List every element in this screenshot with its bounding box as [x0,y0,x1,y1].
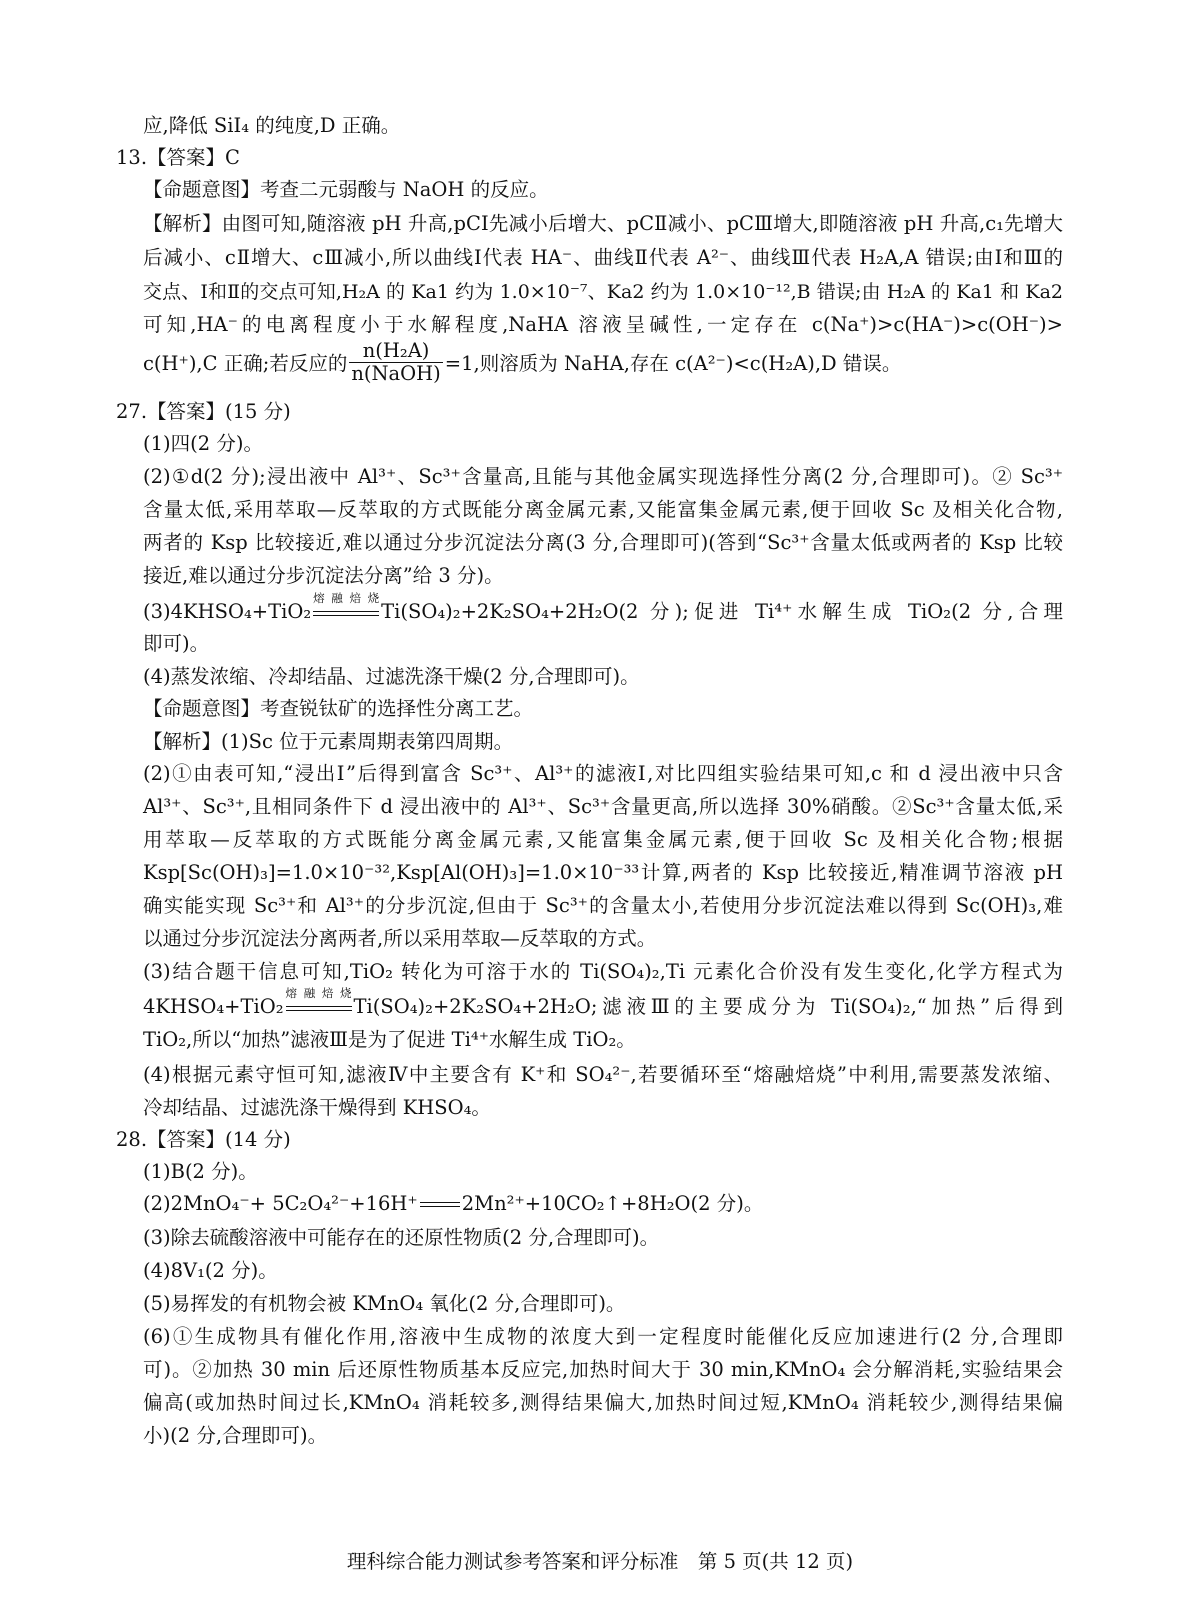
text-line: 两者的 Ksp 比较接近,难以通过分步沉淀法分离(3 分,合理即可)(答到“Sc³⁺含量太低或两者的 Ksp 比较 [143,531,1063,554]
text-line: 可知,HA⁻的电离程度小于水解程度,NaHA 溶液呈碱性,一定存在 c(Na⁺)>c(HA⁻)>c(OH⁻)> [143,313,1063,336]
condition-text: 熔融焙烧 [285,985,352,1000]
text-line: Al³⁺、Sc³⁺,且相同条件下 d 浸出液中的 Al³⁺、Sc³⁺含量更高,所以选择 30%硝酸。②Sc³⁺含量太低,采 [143,795,1063,818]
text-segment: c(H⁺),C 正确;若反应的 [143,352,348,375]
text-line: 即可)。 [143,632,210,655]
text-line: 【命题意图】考查锐钛矿的选择性分离工艺。 [143,697,534,720]
text-line: (2)①由表可知,“浸出Ⅰ”后得到富含 Sc³⁺、Al³⁺的滤液Ⅰ,对比四组实验结果可知,c 和 d 浸出液中只含 [143,762,1063,785]
reaction-condition [313,590,380,621]
text-line: 可)。②加热 30 min 后还原性物质基本反应完,加热时间大于 30 min,KMnO₄ 会分解消耗,实验结果会 [143,1358,1063,1381]
text-line: TiO₂,所以“加热”滤液Ⅲ是为了促进 Ti⁴⁺水解生成 TiO₂。 [143,1028,636,1051]
text-line: 小)(2 分,合理即可)。 [143,1424,328,1447]
text-segment: Ti(SO₄)₂+2K₂SO₄+2H₂O;滤液Ⅲ的主要成分为 Ti(SO₄)₂,“加热”后得到 [353,995,1063,1018]
reaction-condition [285,985,352,1016]
fraction [349,340,442,385]
text-line: 接近,难以通过分步沉淀法分离”给 3 分)。 [143,564,504,587]
text-line: (1)B(2 分)。 [143,1160,258,1183]
text-line: 后减小、cⅡ增大、cⅢ减小,所以曲线Ⅰ代表 HA⁻、曲线Ⅱ代表 A²⁻、曲线Ⅲ代表 H₂A,A 错误;由Ⅰ和Ⅲ的 [143,246,1063,269]
equation-line [143,985,1063,1021]
text-line: (1)四(2 分)。 [143,432,263,455]
text-line: Ksp[Sc(OH)₃]=1.0×10⁻³²,Ksp[Al(OH)₃]=1.0×10⁻³³计算,两者的 Ksp 比较接近,精准调节溶液 pH [143,861,1063,884]
answer-27-heading: 27.【答案】(15 分) [116,400,291,423]
text-segment: =1,则溶质为 NaHA,存在 c(A²⁻)<c(H₂A),D 错误。 [444,352,902,375]
text-line: 交点、Ⅰ和Ⅱ的交点可知,H₂A 的 Ka1 约为 1.0×10⁻⁷、Ka2 约为 1.0×10⁻¹²,B 错误;由 H₂A 的 Ka1 和 Ka2 [143,281,1063,303]
answer-13-heading: 13.【答案】C [116,146,240,169]
text-line: (4)蒸发浓缩、冷却结晶、过滤洗涤干燥(2 分,合理即可)。 [143,665,640,688]
text-line: (6)①生成物具有催化作用,溶液中生成物的浓度大到一定程度时能催化反应加速进行(2 分,合理即 [143,1325,1063,1348]
fraction-line [143,339,902,387]
text-line: 应,降低 SiI₄ 的纯度,D 正确。 [143,114,401,137]
text-line: (4)8V₁(2 分)。 [143,1259,278,1282]
condition-text: 熔融焙烧 [313,590,380,605]
answer-28-heading: 28.【答案】(14 分) [116,1128,291,1151]
text-line: 含量太低,采用萃取—反萃取的方式既能分离金属元素,又能富集金属元素,便于回收 Sc 及相关化合物, [143,498,1063,521]
text-segment: Ti(SO₄)₂+2K₂SO₄+2H₂O(2 分);促进 Ti⁴⁺水解生成 TiO₂(2 分,合理 [381,600,1063,623]
text-segment: (2)2MnO₄⁻+ 5C₂O₄²⁻+16H⁺ [143,1192,418,1215]
text-line: 确实能实现 Sc³⁺和 Al³⁺的分步沉淀,但由于 Sc³⁺的含量太小,若使用分步沉淀法难以得到 Sc(OH)₃,难 [143,894,1063,917]
equals-sign [420,1199,460,1211]
text-line: (5)易挥发的有机物会被 KMnO₄ 氧化(2 分,合理即可)。 [143,1292,626,1315]
text-line: 偏高(或加热时间过长,KMnO₄ 消耗较多,测得结果偏大,加热时间过短,KMnO₄ 消耗较少,测得结果偏 [143,1391,1063,1414]
text-line: 用萃取—反萃取的方式既能分离金属元素,又能富集金属元素,便于回收 Sc 及相关化合物;根据 [143,828,1063,851]
text-line: (3)结合题干信息可知,TiO₂ 转化为可溶于水的 Ti(SO₄)₂,Ti 元素化合价没有发生变化,化学方程式为 [143,960,1063,983]
text-line: 【解析】由图可知,随溶液 pH 升高,pCⅠ先减小后增大、pCⅡ减小、pCⅢ增大,即随溶液 pH 升高,c₁先增大 [143,212,1063,235]
text-line: (4)根据元素守恒可知,滤液Ⅳ中主要含有 K⁺和 SO₄²⁻,若要循环至“熔融焙烧”中利用,需要蒸发浓缩、 [143,1063,1063,1086]
text-line: 【解析】(1)Sc 位于元素周期表第四周期。 [143,730,514,753]
equation-line [143,1190,763,1218]
fraction-numerator: n(H₂A) [349,340,442,363]
text-line: 以通过分步沉淀法分离两者,所以采用萃取—反萃取的方式。 [143,927,657,950]
page-footer: 理科综合能力测试参考答案和评分标准 第 5 页(共 12 页) [346,1550,854,1573]
text-segment: 4KHSO₄+TiO₂ [143,995,284,1018]
text-line: (3)除去硫酸溶液中可能存在的还原性物质(2 分,合理即可)。 [143,1226,660,1249]
text-line: (2)①d(2 分);浸出液中 Al³⁺、Sc³⁺含量高,且能与其他金属实现选择性分离(2 分,合理即可)。② Sc³⁺ [143,465,1063,488]
text-segment: 2Mn²⁺+10CO₂↑+8H₂O(2 分)。 [461,1192,764,1215]
text-segment: (3)4KHSO₄+TiO₂ [143,600,312,623]
fraction-denominator: n(NaOH) [351,362,441,385]
text-line: 【命题意图】考查二元弱酸与 NaOH 的反应。 [143,178,549,201]
text-line: 冷却结晶、过滤洗涤干燥得到 KHSO₄。 [143,1096,491,1119]
equation-line [143,590,1063,626]
